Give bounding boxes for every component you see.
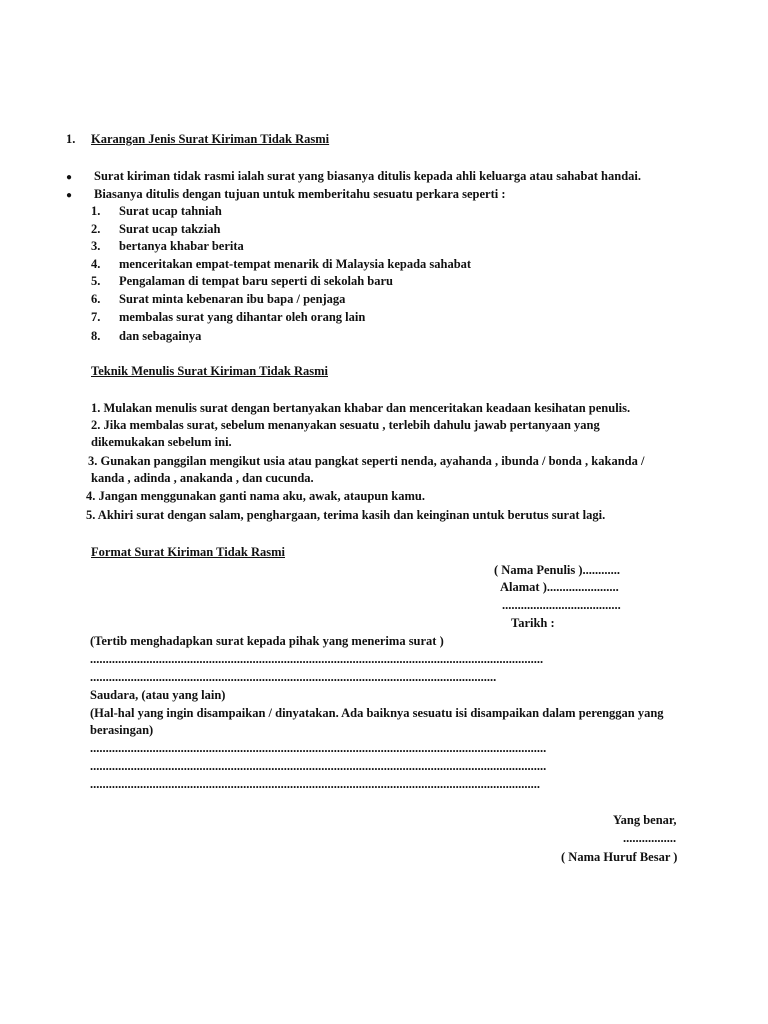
signature-line: ................. [623,831,677,845]
writer-name: ( Nama Penulis )............ [494,563,621,577]
section-title: Karangan Jenis Surat Kiriman Tidak Rasmi [91,132,330,146]
list-item: membalas surat yang dihantar oleh orang lain [119,310,366,324]
technique-line: dikemukakan sebelum ini. [91,435,232,449]
bullet-icon: ● [66,190,73,201]
list-item: Surat ucap tahniah [119,204,222,218]
technique-line: 4. Jangan menggunakan ganti nama aku, awak, ataupun kamu. [86,489,425,503]
list-item-number: 2. [91,222,101,236]
list-item-number: 7. [91,310,101,324]
list-item-number: 3. [91,239,101,253]
bullet-purpose: Biasanya ditulis dengan tujuan untuk memberitahu sesuatu perkara seperti : [94,187,506,201]
recipient-dotted-line: .................................................................................................................................. [90,670,497,684]
letter-date: Tarikh : [511,616,555,630]
list-item-number: 5. [91,274,101,288]
content-dotted-line: ................................................................................................................................................ [90,777,540,791]
closing: Yang benar, [613,813,677,827]
recipient-dotted-line: ................................................................................................................................................. [90,652,544,666]
greeting: Saudara, (atau yang lain) [90,688,226,702]
writer-address: Alamat )....................... [500,580,619,594]
format-title: Format Surat Kiriman Tidak Rasmi [91,545,285,559]
list-item: Surat ucap takziah [119,222,221,236]
list-item: Pengalaman di tempat baru seperti di sekolah baru [119,274,393,288]
writer-address-line: ...................................... [502,598,621,612]
list-item-number: 8. [91,329,101,343]
list-item: bertanya khabar berita [119,239,244,253]
bullet-icon: ● [66,172,73,183]
section-number: 1. [66,132,76,146]
list-item-number: 6. [91,292,101,306]
technique-line: 2. Jika membalas surat, sebelum menanyakan sesuatu , terlebih dahulu jawab pertanyaan yang [91,418,600,432]
content-note: berasingan) [90,723,154,737]
technique-title: Teknik Menulis Surat Kiriman Tidak Rasmi [91,364,328,378]
technique-line: 5. Akhiri surat dengan salam, penghargaan, terima kasih dan keinginan untuk berutus surat lagi. [86,508,606,522]
technique-line: 3. Gunakan panggilan mengikut usia atau pangkat seperti nenda, ayahanda , ibunda / bonda , kakanda / [88,454,645,468]
technique-line: 1. Mulakan menulis surat dengan bertanyakan khabar dan menceritakan keadaan kesihatan penulis. [91,401,631,415]
bullet-definition: Surat kiriman tidak rasmi ialah surat yang biasanya ditulis kepada ahli keluarga atau sahabat handai. [94,169,642,183]
content-dotted-line: .................................................................................................................................................. [90,741,547,755]
list-item: menceritakan empat-tempat menarik di Malaysia kepada sahabat [119,257,472,271]
name-caps: ( Nama Huruf Besar ) [561,850,678,864]
technique-line: kanda , adinda , anakanda , dan cucunda. [91,471,314,485]
list-item: dan sebagainya [119,329,202,343]
list-item: Surat minta kebenaran ibu bapa / penjaga [119,292,346,306]
content-note: (Hal-hal yang ingin disampaikan / dinyatakan. Ada baiknya sesuatu isi disampaikan dalam perenggan yang [90,706,664,720]
recipient-note: (Tertib menghadapkan surat kepada pihak yang menerima surat ) [90,634,444,648]
list-item-number: 1. [91,204,101,218]
list-item-number: 4. [91,257,101,271]
content-dotted-line: .................................................................................................................................................. [90,759,547,773]
